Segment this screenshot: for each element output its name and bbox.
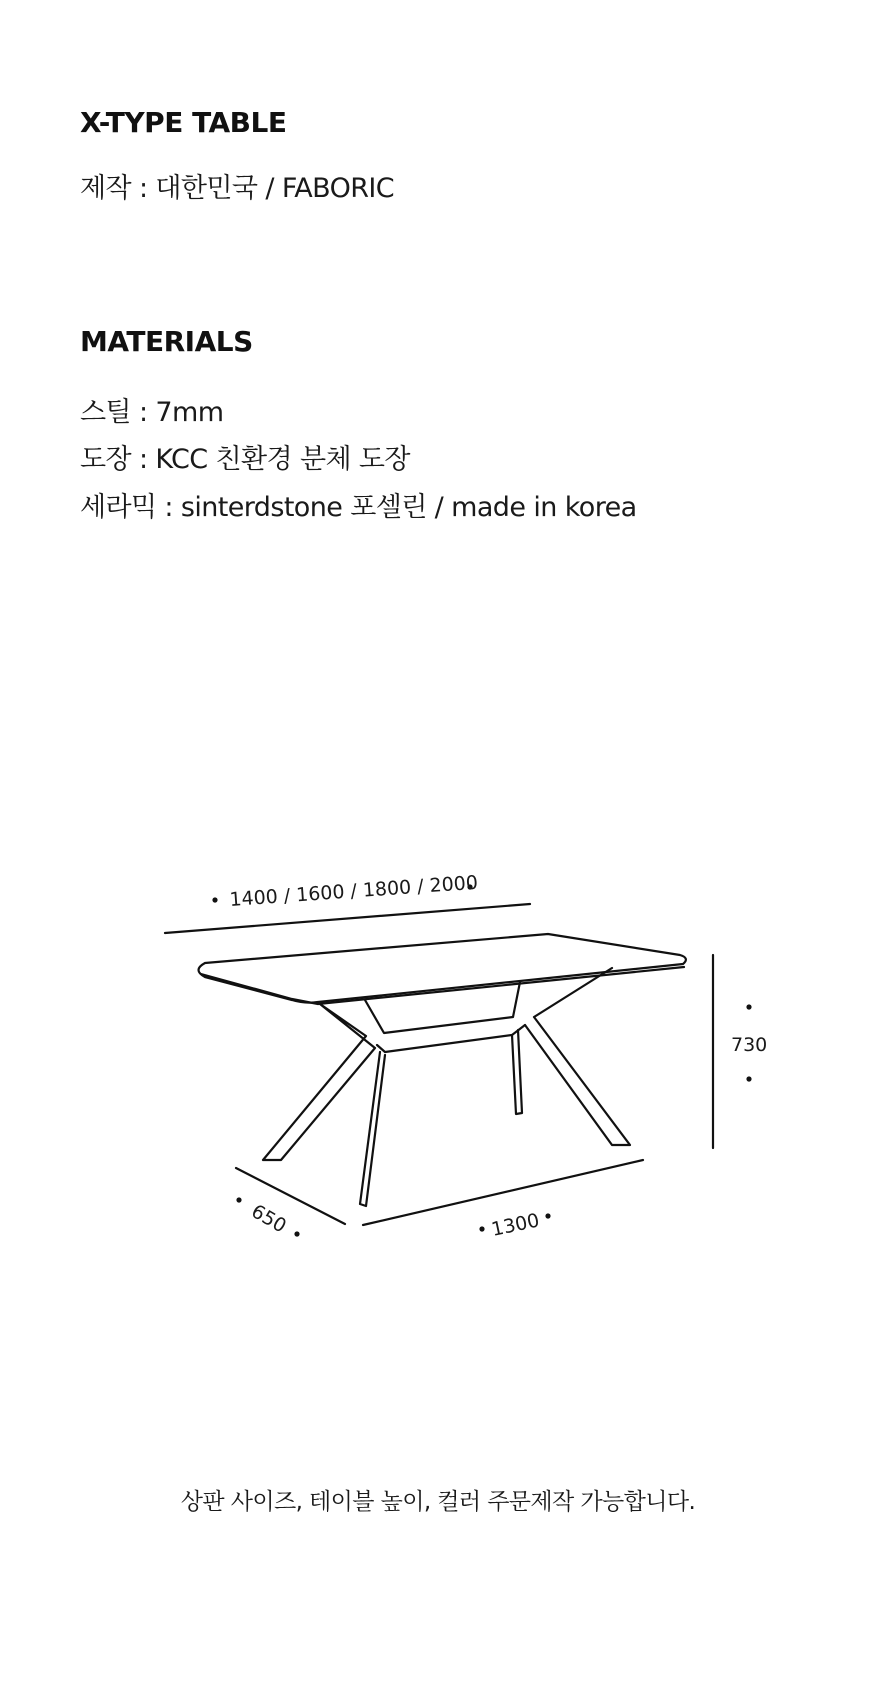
leg-front-center <box>360 1052 385 1206</box>
dimension-label-height: 730 <box>731 1034 768 1056</box>
leg-front-left <box>263 1004 375 1160</box>
materials-heading: MATERIALS <box>80 325 253 358</box>
dimension-dot <box>479 1226 484 1231</box>
dimension-dot <box>212 897 217 902</box>
table-line-drawing <box>0 840 876 1260</box>
dimension-label-base-length: 1300 <box>489 1209 542 1241</box>
dimension-dot <box>294 1231 299 1236</box>
dimension-dot <box>545 1213 550 1218</box>
maker-line: 제작 : 대한민국 / FABORIC <box>80 173 395 204</box>
material-ceramic: 세라믹 : sinterdstone 포셀린 / made in korea <box>80 492 637 523</box>
dimension-dot <box>746 1076 751 1081</box>
frame-front-rail <box>377 1025 525 1052</box>
dimension-line-top-length <box>165 904 530 933</box>
dimension-label-top-length: 1400 / 1600 / 1800 / 2000 <box>228 871 479 911</box>
tabletop-edge <box>201 967 684 1004</box>
dimension-line-base-length <box>363 1160 643 1225</box>
table-dimension-drawing <box>0 840 876 1260</box>
leg-rear-center <box>512 1030 522 1114</box>
custom-order-note: 상판 사이즈, 테이블 높이, 컬러 주문제작 가능합니다. <box>180 1489 696 1515</box>
dimension-dot <box>236 1197 241 1202</box>
dimension-dot <box>746 1004 751 1009</box>
product-title: X-TYPE TABLE <box>80 106 287 139</box>
material-coating: 도장 : KCC 친환경 분체 도장 <box>80 444 410 475</box>
leg-right <box>525 968 630 1145</box>
material-steel: 스틸 : 7mm <box>80 397 224 428</box>
dimension-label-depth: 650 <box>247 1200 290 1238</box>
